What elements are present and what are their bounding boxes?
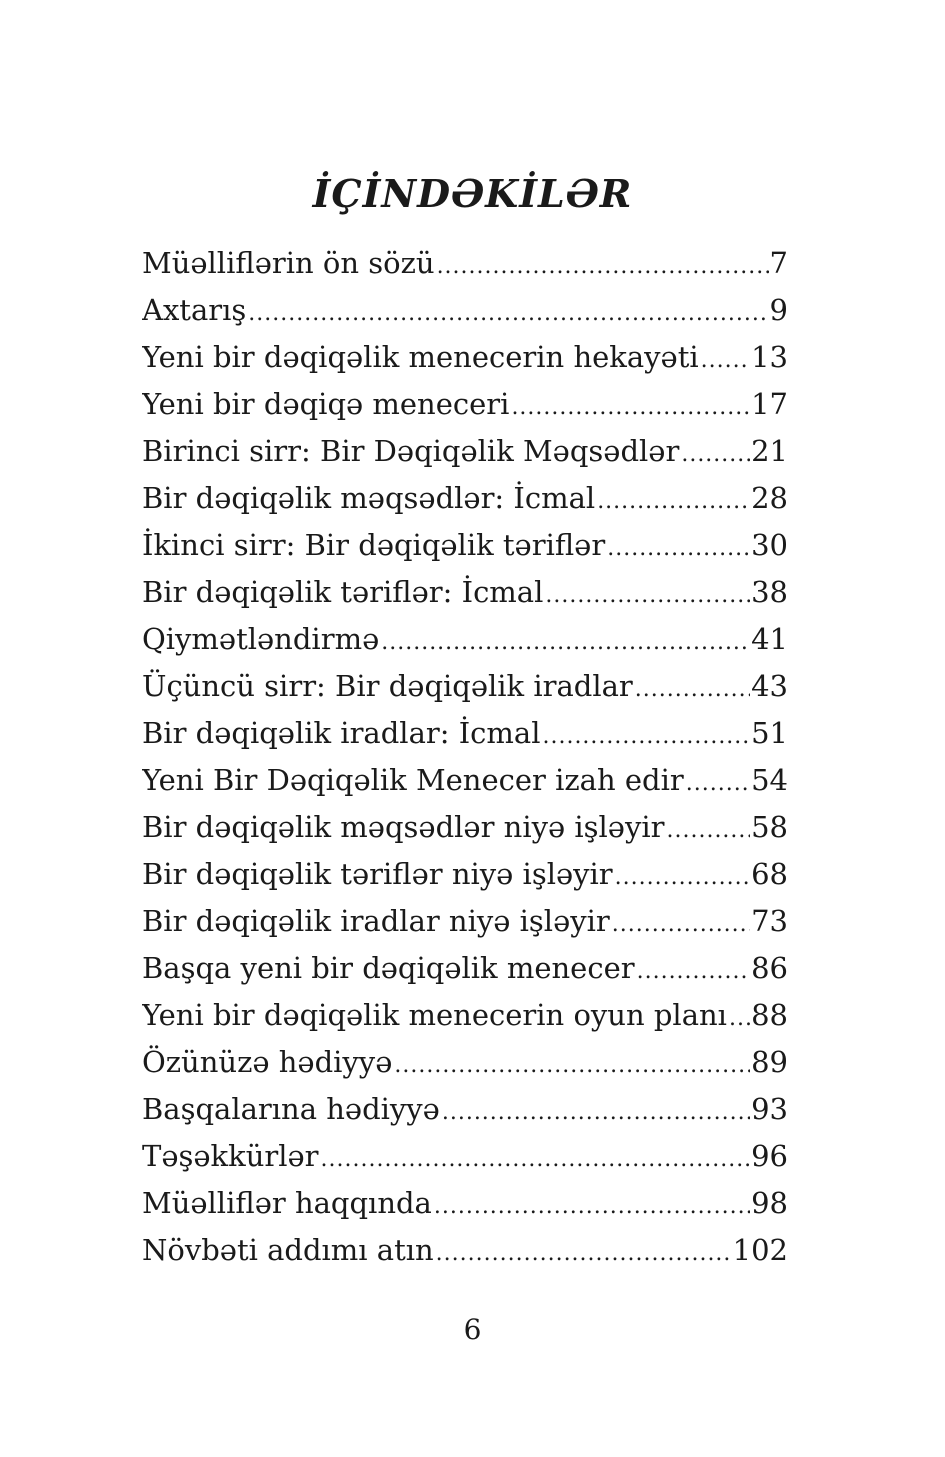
toc-entry[interactable] xyxy=(142,287,788,334)
toc-entry-label: Müəlliflər haqqında xyxy=(142,1186,432,1220)
toc-entry-page: 93 xyxy=(751,1092,788,1126)
toc-entry-label: Bir dəqiqəlik təriflər: İcmal xyxy=(142,575,544,609)
dot-leader xyxy=(635,666,750,710)
table-of-contents xyxy=(142,240,788,1274)
toc-entry-page: 21 xyxy=(751,434,788,468)
toc-entry-page: 13 xyxy=(751,340,788,374)
page-number: 6 xyxy=(463,1313,482,1346)
toc-entry-page: 51 xyxy=(751,716,788,750)
toc-entry-page: 9 xyxy=(769,293,788,327)
toc-entry-page: 7 xyxy=(769,246,788,280)
toc-entry-label: Növbəti addımı atın xyxy=(142,1233,434,1267)
toc-entry-page: 28 xyxy=(751,481,788,515)
toc-entry-label: Yeni bir dəqiqəlik menecerin hekayəti xyxy=(142,340,699,374)
dot-leader xyxy=(542,713,750,757)
toc-entry-label: Birinci sirr: Bir Dəqiqəlik Məqsədlər xyxy=(142,434,680,468)
toc-entry-label: Qiymətləndirmə xyxy=(142,622,380,656)
dot-leader xyxy=(434,1183,750,1227)
toc-entry[interactable] xyxy=(142,1133,788,1180)
toc-entry-page: 41 xyxy=(751,622,788,656)
toc-entry[interactable] xyxy=(142,804,788,851)
toc-entry[interactable] xyxy=(142,522,788,569)
toc-entry-page: 58 xyxy=(751,810,788,844)
dot-leader xyxy=(437,243,769,287)
toc-entry-page: 54 xyxy=(751,763,788,797)
toc-entry-label: Üçüncü sirr: Bir dəqiqəlik iradlar xyxy=(142,669,633,703)
toc-entry[interactable] xyxy=(142,1227,788,1274)
dot-leader xyxy=(597,478,750,522)
toc-entry[interactable] xyxy=(142,240,788,287)
dot-leader xyxy=(666,807,750,851)
toc-entry-page: 38 xyxy=(751,575,788,609)
toc-entry-label: Bir dəqiqəlik təriflər niyə işləyir xyxy=(142,857,613,891)
toc-entry-page: 86 xyxy=(751,951,788,985)
toc-entry-page: 88 xyxy=(751,998,788,1032)
toc-entry[interactable] xyxy=(142,1086,788,1133)
dot-leader xyxy=(394,1042,750,1086)
dot-leader xyxy=(729,995,750,1039)
toc-entry-label: Yeni Bir Dəqiqəlik Menecer izah edir xyxy=(142,763,684,797)
dot-leader xyxy=(607,525,750,569)
toc-entry-page: 102 xyxy=(732,1233,788,1267)
toc-entry[interactable] xyxy=(142,475,788,522)
toc-entry-page: 73 xyxy=(751,904,788,938)
toc-entry-label: Axtarış xyxy=(142,293,247,327)
dot-leader xyxy=(701,337,750,381)
dot-leader xyxy=(545,572,750,616)
toc-entry[interactable] xyxy=(142,616,788,663)
toc-entry-label: Bir dəqiqəlik məqsədlər niyə işləyir xyxy=(142,810,665,844)
toc-entry-label: Bir dəqiqəlik iradlar niyə işləyir xyxy=(142,904,610,938)
dot-leader xyxy=(637,948,751,992)
dot-leader xyxy=(615,854,750,898)
toc-entry[interactable] xyxy=(142,851,788,898)
toc-entry[interactable] xyxy=(142,992,788,1039)
dot-leader xyxy=(511,384,750,428)
toc-entry-label: Təşəkkürlər xyxy=(142,1139,319,1173)
dot-leader xyxy=(436,1230,732,1274)
toc-entry[interactable] xyxy=(142,710,788,757)
toc-entry-page: 68 xyxy=(751,857,788,891)
toc-entry-label: Başqalarına hədiyyə xyxy=(142,1092,440,1126)
dot-leader xyxy=(686,760,750,804)
toc-entry-label: İkinci sirr: Bir dəqiqəlik təriflər xyxy=(142,528,606,562)
toc-entry[interactable] xyxy=(142,945,788,992)
toc-entry[interactable] xyxy=(142,381,788,428)
dot-leader xyxy=(381,619,750,663)
toc-entry-page: 30 xyxy=(751,528,788,562)
toc-entry-label: Yeni bir dəqiqə meneceri xyxy=(142,387,510,421)
toc-entry-label: Yeni bir dəqiqəlik menecerin oyun planı xyxy=(142,998,727,1032)
toc-entry[interactable] xyxy=(142,428,788,475)
toc-entry[interactable] xyxy=(142,1039,788,1086)
toc-entry-label: Müəlliflərin ön sözü xyxy=(142,246,435,280)
toc-entry-page: 98 xyxy=(751,1186,788,1220)
toc-entry-page: 89 xyxy=(751,1045,788,1079)
toc-entry[interactable] xyxy=(142,569,788,616)
toc-entry[interactable] xyxy=(142,757,788,804)
toc-entry-page: 96 xyxy=(751,1139,788,1173)
toc-entry[interactable] xyxy=(142,663,788,710)
toc-entry[interactable] xyxy=(142,898,788,945)
toc-entry[interactable] xyxy=(142,1180,788,1227)
dot-leader xyxy=(681,431,750,475)
toc-entry-page: 43 xyxy=(751,669,788,703)
page-title: İÇİNDƏKİLƏR xyxy=(312,171,633,217)
toc-entry-page: 17 xyxy=(751,387,788,421)
toc-entry-label: Özünüzə hədiyyə xyxy=(142,1045,393,1079)
toc-entry[interactable] xyxy=(142,334,788,381)
toc-entry-label: Bir dəqiqəlik məqsədlər: İcmal xyxy=(142,481,596,515)
toc-entry-label: Bir dəqiqəlik iradlar: İcmal xyxy=(142,716,541,750)
dot-leader xyxy=(442,1089,750,1133)
dot-leader xyxy=(321,1136,751,1180)
dot-leader xyxy=(248,290,768,334)
toc-entry-label: Başqa yeni bir dəqiqəlik menecer xyxy=(142,951,635,985)
dot-leader xyxy=(612,901,750,945)
